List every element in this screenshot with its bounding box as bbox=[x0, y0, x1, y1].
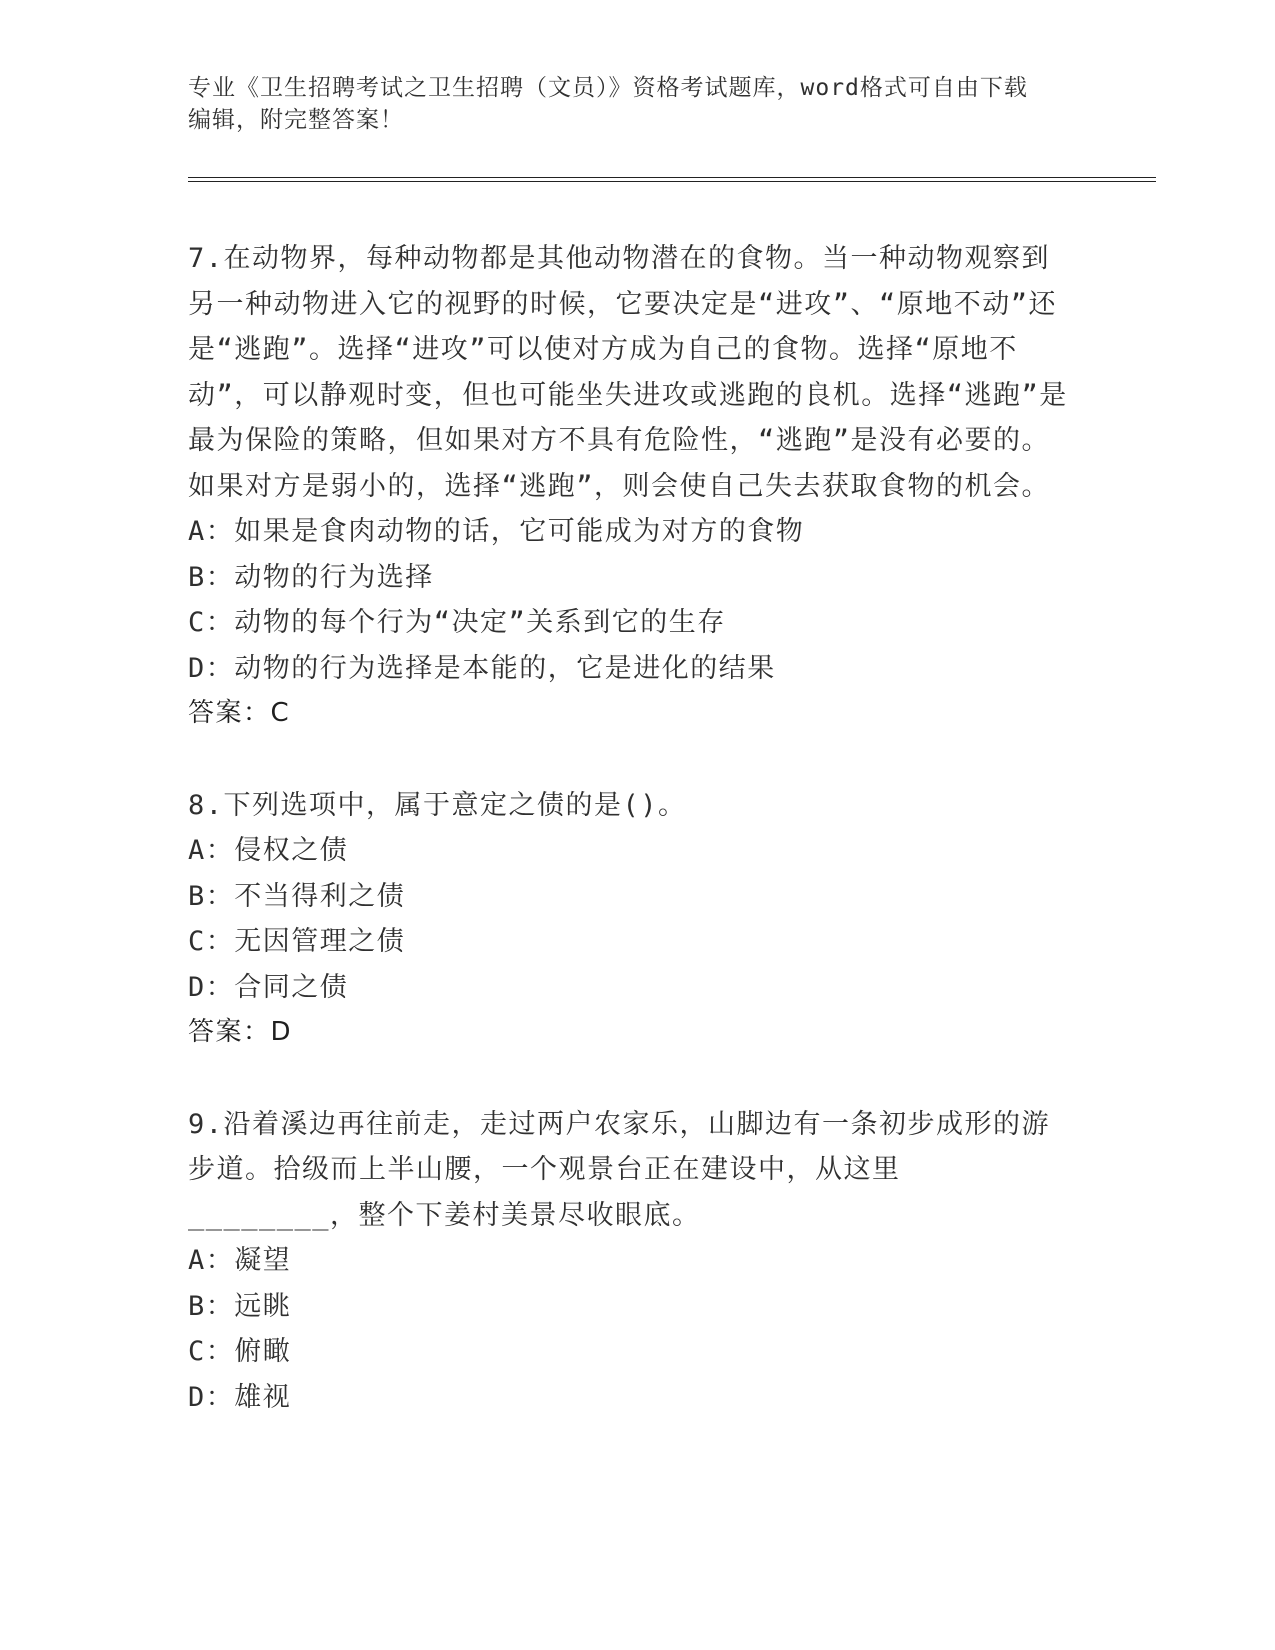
option-d: D：合同之债 bbox=[188, 971, 349, 1003]
question-list bbox=[188, 236, 1068, 1420]
option-a: A：侵权之债 bbox=[188, 835, 349, 866]
option-b: B：动物的行为选择 bbox=[188, 561, 434, 593]
option-a: A：如果是食肉动物的话，它可能成为对方的食物 bbox=[188, 516, 805, 547]
option-c: C：无因管理之债 bbox=[188, 926, 406, 957]
question-stem: 8.下列选项中，属于意定之债的是()。 bbox=[188, 789, 687, 821]
option-a: A：凝望 bbox=[188, 1245, 292, 1276]
option-d: D：雄视 bbox=[188, 1381, 292, 1413]
header-line-1: 专业《卫生招聘考试之卫生招聘（文员）》资格考试题库，word格式可自由下载 bbox=[188, 75, 1028, 101]
question-stem: 7.在动物界，每种动物都是其他动物潜在的食物。当一种动物观察到另一种动物进入它的视野的时候，它要决定是“进攻”、“原地不动”还是“逃跑”。选择“进攻”可以使对方成为自己的食物。选择“原地不动”，可以静观时变，但也可能坐失进攻或逃跑的良机。选择“逃跑”是最为保险的策略，但如果对方不具有危险性，“逃跑”是没有必要的。如果对方是弱小的，选择“逃跑”，则会使自己失去获取食物的机会。 bbox=[188, 243, 1068, 502]
question-stem: 9.沿着溪边再往前走，走过两户农家乐，山脚边有一条初步成形的游步道。拾级而上半山腰，一个观景台正在建设中，从这里________，整个下姜村美景尽收眼底。 bbox=[188, 1108, 1051, 1231]
option-c: C：动物的每个行为“决定”关系到它的生存 bbox=[188, 607, 726, 638]
option-d: D：动物的行为选择是本能的，它是进化的结果 bbox=[188, 652, 776, 684]
answer-line: 答案：D bbox=[188, 1017, 293, 1047]
option-b: B：不当得利之债 bbox=[188, 880, 406, 912]
answer-line: 答案：C bbox=[188, 698, 291, 728]
document-header bbox=[188, 72, 1088, 136]
option-c: C：俯瞰 bbox=[188, 1336, 292, 1367]
option-b: B：远眺 bbox=[188, 1290, 292, 1322]
question-spacer bbox=[188, 1056, 1068, 1102]
question-9 bbox=[188, 1102, 1068, 1421]
header-line-2: 编辑，附完整答案！ bbox=[188, 107, 404, 133]
header-double-rule bbox=[188, 177, 1156, 182]
question-8 bbox=[188, 783, 1068, 1056]
question-spacer bbox=[188, 737, 1068, 783]
question-7 bbox=[188, 236, 1068, 737]
